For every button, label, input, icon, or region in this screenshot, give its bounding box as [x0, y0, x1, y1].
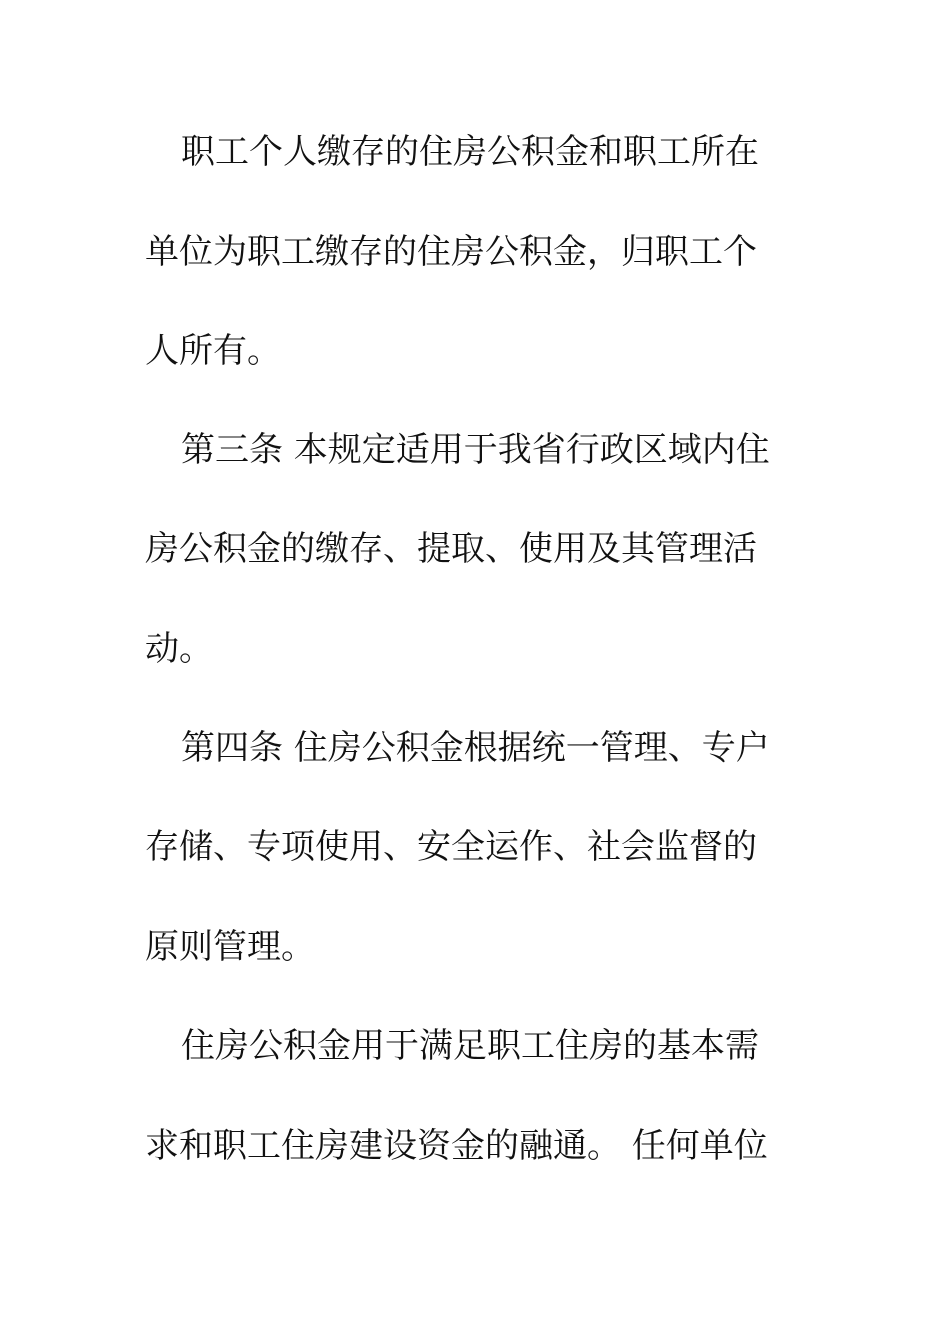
paragraph-2-line-2: 房公积金的缴存、提取、使用及其管理活 — [145, 529, 757, 569]
paragraph-1-line-3: 人所有。 — [145, 331, 281, 371]
paragraph-4-line-2: 求和职工住房建设资金的融通。 任何单位 — [145, 1126, 768, 1166]
paragraph-4-line-1: 住房公积金用于满足职工住房的基本需 — [181, 1026, 759, 1066]
paragraph-2-line-3: 动。 — [145, 629, 213, 669]
paragraph-1-line-2: 单位为职工缴存的住房公积金，归职工个 — [145, 232, 757, 272]
paragraph-3-line-3: 原则管理。 — [145, 927, 315, 967]
paragraph-3-line-2: 存储、专项使用、安全运作、社会监督的 — [145, 827, 757, 867]
paragraph-3-line-1: 第四条 住房公积金根据统一管理、专户 — [181, 728, 770, 768]
paragraph-1-line-1: 职工个人缴存的住房公积金和职工所在 — [181, 132, 759, 172]
paragraph-2-line-1: 第三条 本规定适用于我省行政区域内住 — [181, 430, 770, 470]
